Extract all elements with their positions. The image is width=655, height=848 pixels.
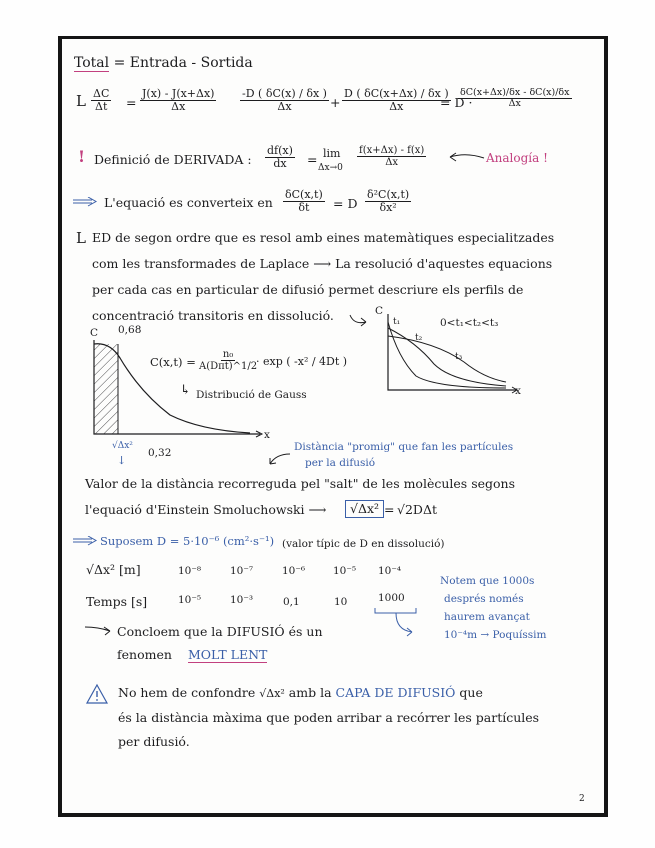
einstein-lhs: √Δx² [350, 501, 380, 516]
hook-mark-2: L [76, 229, 86, 247]
table-cell: 10⁻⁷ [230, 565, 254, 577]
table-cell: 10⁻⁵ [178, 594, 202, 606]
total-title [74, 55, 253, 71]
promig-line1: Distància "promig" que fan les partícules [294, 441, 514, 453]
eq1-eq2: = D · [440, 95, 473, 110]
curve-t3 [388, 336, 506, 382]
gauss-formula-exp: · exp ( -x² / 4Dt ) [256, 355, 348, 368]
eq2-eq: = D [333, 196, 358, 211]
para1-line2: com les transformades de Laplace ⟶ La resolució d'aquestes equacions [92, 256, 553, 271]
eq1-eq: = [126, 95, 137, 110]
curved-arrow-icon-2 [266, 450, 292, 468]
eq1-term1: $\frac{-D ( \delta C(x) / \delta x )}{\Delta x}$ [242, 87, 327, 114]
para1-line1: ED de segon ordre que es resol amb eines matemàtiques especialitzades [92, 230, 555, 245]
hook-mark: L [76, 92, 86, 110]
warning-sqrt: √Δx² [259, 687, 285, 700]
curved-arrow-icon [348, 313, 370, 327]
def-lim-sub: Δx→0 [318, 163, 343, 173]
eq1-plus: + [330, 95, 341, 110]
arrow-right-icon [72, 197, 98, 207]
graph1-sqrt-label: √Δx² [112, 441, 133, 451]
notice-line4: 10⁻⁴m → Poquíssim [444, 629, 547, 641]
gauss-label: Distribució de Gauss [196, 389, 307, 401]
exclamation-icon: ! [78, 147, 86, 166]
graph1-c-value: 0,68 [118, 324, 142, 336]
page-number: 2 [579, 794, 585, 804]
gauss-formula-lhs: C(x,t) = [150, 355, 196, 369]
gauss-formula-frac: n₀ A(Dπt)^1/2 [199, 349, 258, 372]
para1-line3: per cada cas en particular de difusió permet descriure els perfils de [92, 282, 524, 297]
eq1-term3: $\frac{\delta C(x+\Delta x)/\delta x - \delta C(x)/\delta x}{\Delta x}$ [460, 87, 570, 110]
graph2-t1: t₁ [393, 317, 401, 327]
arrow-left-icon [446, 150, 486, 164]
graph2-order: 0<t₁<t₂<t₃ [440, 317, 499, 329]
eq1-flux: $\frac{J(x) - J(x+\Delta x)}{\Delta x}$ [142, 87, 215, 114]
hook-arrow: ↳ [180, 383, 191, 398]
def-rhs: $\frac{f(x+\Delta x) - f(x)}{\Delta x}$ [359, 145, 425, 168]
capa-de-difusio: CAPA DE DIFUSIÓ [335, 685, 456, 700]
promig-line2: per la difusió [305, 457, 376, 469]
eq2-lhs: $\frac{\delta C(x,t)}{\delta t}$ [285, 188, 323, 215]
einstein-lhs-box [345, 500, 384, 518]
warning-line1: No hem de confondre √Δx² amb la CAPA DE DIFUSIÓ que [118, 685, 483, 700]
table-cell: 10⁻⁶ [282, 565, 306, 577]
molt-lent: MOLT LENT [188, 647, 268, 662]
warning-line2: és la distància màxima que poden arribar a recórrer les partícules [118, 710, 540, 725]
total-rest: = Entrada - Sortida [113, 55, 253, 71]
graph2-t3: t₃ [455, 352, 463, 362]
graph1-bottom-value: 0,32 [148, 447, 172, 459]
arrow-right-icon-2 [72, 536, 98, 546]
def-eq: = [307, 152, 318, 167]
curve-t2 [388, 328, 506, 386]
table-row2-label: Temps [s] [86, 594, 148, 609]
hatched-area [94, 344, 118, 434]
table-cell-highlight: 1000 [378, 592, 405, 604]
table-cell: 10⁻³ [230, 594, 254, 606]
bracket-arrow-icon [372, 606, 422, 640]
graph2-t2: t₂ [415, 333, 423, 343]
table-row1-label: √Δx² [m] [86, 562, 141, 577]
table-cell: 10 [334, 596, 348, 608]
analogy-note: Analogía ! [486, 151, 548, 165]
para1-line4: concentració transitoris en dissolució. [92, 308, 334, 323]
warning-line3: per difusió. [118, 734, 190, 749]
table-cell: 10⁻⁸ [178, 565, 202, 577]
table-cell: 0,1 [283, 596, 300, 608]
conclude-line1: Concloem que la DIFUSIÓ és un [117, 624, 323, 639]
suppose-note: (valor típic de D en dissolució) [282, 538, 445, 550]
eq1-lhs: $\frac{\Delta C}{\Delta t}$ [93, 87, 110, 114]
down-arrow-icon: ↓ [117, 454, 127, 467]
table-cell: 10⁻⁵ [333, 565, 357, 577]
einstein-rhs: √2DΔt [397, 502, 437, 517]
conclude-line2: fenomen [117, 647, 172, 662]
def-lim: lim [323, 147, 341, 160]
arrow-right-icon-3 [84, 624, 114, 636]
para2-line1: Valor de la distància recorreguda pel "salt" de les molècules segons [85, 476, 515, 491]
eq1-term2: $\frac{D ( \delta C(x+\Delta x) / \delta x )}{\Delta x}$ [344, 87, 449, 114]
notice-line2: després només [444, 593, 524, 605]
total-word: Total [74, 55, 110, 71]
graph1-x-label: x [264, 429, 270, 441]
graph1-c-label: C [90, 327, 99, 339]
notice-line3: haurem avançat [444, 611, 530, 623]
para2-line2: l'equació d'Einstein Smoluchowski ⟶ [85, 502, 327, 517]
eq2-text: L'equació es converteix en [104, 195, 273, 210]
einstein-eq: = [384, 502, 395, 517]
curve-t1 [388, 322, 506, 388]
table-cell: 10⁻⁴ [378, 565, 402, 577]
suppose-text: Suposem D = 5·10⁻⁶ (cm²·s⁻¹) [100, 534, 275, 548]
def-label: Definició de DERIVADA : [94, 152, 252, 167]
warning-icon [85, 683, 109, 705]
graph2-c-label: C [375, 305, 384, 317]
graph2-x-label: x [515, 385, 521, 397]
notice-line1: Notem que 1000s [440, 575, 535, 587]
def-lhs: $\frac{df(x)}{dx}$ [267, 144, 293, 171]
eq2-rhs: $\frac{\text{δ²C(x,t)}}{\text{δx²}}$ [367, 188, 410, 215]
